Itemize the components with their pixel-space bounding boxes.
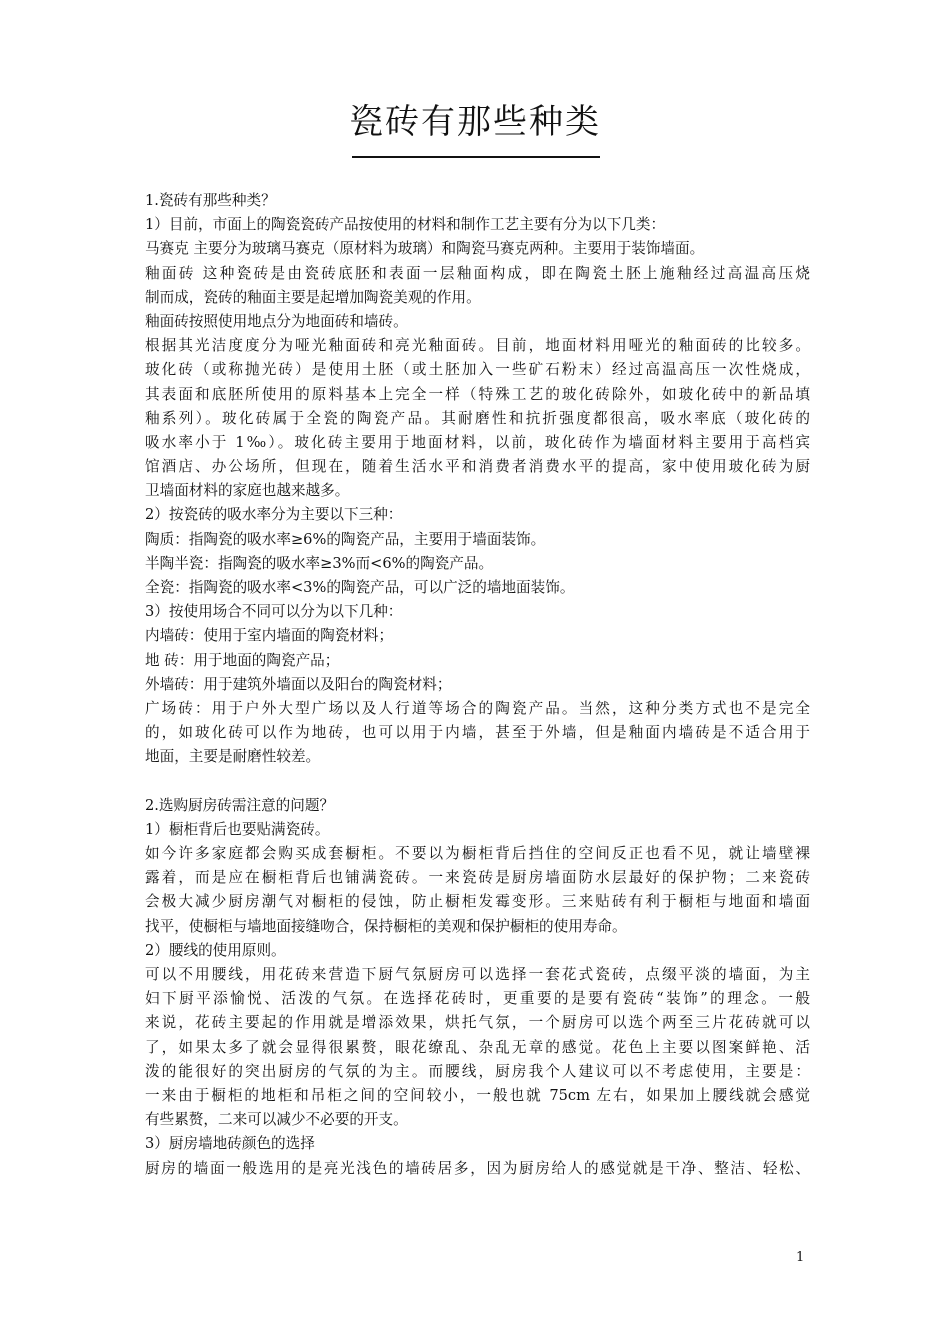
text-line: 可以不用腰线，用花砖来营造下厨气氛厨房可以选择一套花式瓷砖，点缀平淡的墙面，为主 <box>145 966 810 983</box>
text-line: 的，如玻化砖可以作为地砖，也可以用于内墙，甚至于外墙，但是釉面内墙砖是不适合用于 <box>145 724 810 742</box>
text-line: 厨房的墙面一般选用的是亮光浅色的墙砖居多，因为厨房给人的感觉就是干净、整洁、轻松、 <box>145 1159 810 1177</box>
text-line: 如今许多家庭都会购买成套橱柜。不要以为橱柜背后挡住的空间反正也看不见，就让墙壁裸 <box>145 845 810 863</box>
text-line: 2.选购厨房砖需注意的问题？ <box>145 796 335 814</box>
title-underline <box>352 156 600 158</box>
text-line: 根据其光洁度度分为哑光釉面砖和亮光釉面砖。目前，地面材料用哑光的釉面砖的比较多。 <box>145 337 810 355</box>
document-title: 瓷砖有那些种类 <box>349 102 601 142</box>
text-line: 地 砖：用于地面的陶瓷产品； <box>145 651 340 669</box>
text-line: 馆酒店、办公场所，但现在，随着生活水平和消费者消费水平的提高，家中使用玻化砖为厨 <box>145 458 810 476</box>
text-line: 吸水率小于 1‰）。玻化砖主要用于地面材料，以前，玻化砖作为墙面材料主要用于高档宾 <box>145 433 810 451</box>
text-line: 釉面砖 这种瓷砖是由瓷砖底胚和表面一层釉面构成，即在陶瓷土胚上施釉经过高温高压烧 <box>145 264 810 282</box>
text-line: 外墙砖：用于建筑外墙面以及阳台的陶瓷材料； <box>145 675 452 693</box>
text-line: 3）按使用场合不同可以分为以下几种： <box>145 603 403 621</box>
text-line: 陶质：指陶瓷的吸水率≥6%的陶瓷产品，主要用于墙面装饰。 <box>145 530 546 548</box>
text-line: 釉系列）。玻化砖属于全瓷的陶瓷产品。其耐磨性和抗折强度都很高，吸水率底（玻化砖的 <box>145 409 810 427</box>
text-line: 内墙砖：使用于室内墙面的陶瓷材料； <box>145 627 394 645</box>
text-line: 马赛克 主要分为玻璃马赛克（原材料为玻璃）和陶瓷马赛克两种。主要用于装饰墙面。 <box>145 240 705 258</box>
text-line: 了，如果太多了就会显得很累赘，眼花缭乱、杂乱无章的感觉。花色上主要以图案鲜艳、活 <box>145 1038 810 1056</box>
text-line: 其表面和底胚所使用的原料基本上完全一样（特殊工艺的玻化砖除外，如玻化砖中的新品填 <box>145 385 810 403</box>
text-line: 来说，花砖主要起的作用就是增添效果，烘托气氛，一个厨房可以选个两至三片花砖就可以 <box>145 1014 810 1032</box>
text-line: 2）按瓷砖的吸水率分为主要以下三种： <box>145 506 403 524</box>
text-line: 1）橱柜背后也要贴满瓷砖。 <box>145 820 330 838</box>
text-line: 玻化砖（或称抛光砖）是使用土胚（或土胚加入一些矿石粉末）经过高温高压一次性烧成， <box>145 361 810 379</box>
document-body <box>145 189 810 1181</box>
text-line: 卫墙面材料的家庭也越来越多。 <box>145 482 350 500</box>
blank-line <box>145 770 810 794</box>
text-line: 全瓷：指陶瓷的吸水率<3%的陶瓷产品，可以广泛的墙地面装饰。 <box>145 579 575 596</box>
text-line: 釉面砖按照使用地点分为地面砖和墙砖。 <box>145 312 408 330</box>
text-line: 制而成，瓷砖的釉面主要是起增加陶瓷美观的作用。 <box>145 288 481 306</box>
page-number: 1 <box>796 1250 805 1265</box>
text-line: 1）目前，市面上的陶瓷瓷砖产品按使用的材料和制作工艺主要有分为以下几类： <box>145 216 666 234</box>
text-line: 妇下厨平添愉悦、活泼的气氛。在选择花砖时，更重要的是要有瓷砖“装饰”的理念。一般 <box>145 990 810 1008</box>
text-line: 地面，主要是耐磨性较差。 <box>145 748 321 766</box>
text-line: 2）腰线的使用原则。 <box>145 941 286 959</box>
text-line: 会极大减少厨房潮气对橱柜的侵蚀，防止橱柜发霉变形。三来贴砖有利于橱柜与地面和墙面 <box>145 893 810 911</box>
text-line: 3）厨房墙地砖颜色的选择 <box>145 1135 315 1153</box>
text-line: 一来由于橱柜的地柜和吊柜之间的空间较小，一般也就 75cm 左右，如果加上腰线就会感觉 <box>145 1086 810 1104</box>
text-line: 广场砖：用于户外大型广场以及人行道等场合的陶瓷产品。当然，这种分类方式也不是完全 <box>145 699 810 717</box>
text-line: 找平，使橱柜与墙地面接缝吻合，保持橱柜的美观和保护橱柜的使用寿命。 <box>145 917 627 935</box>
text-line: 露着，而是应在橱柜背后也铺满瓷砖。一来瓷砖是厨房墙面防水层最好的保护物；二来瓷砖 <box>145 869 810 887</box>
text-line: 1.瓷砖有那些种类？ <box>145 192 276 209</box>
text-line: 有些累赘，二来可以减少不必要的开支。 <box>145 1111 408 1129</box>
text-line: 半陶半瓷：指陶瓷的吸水率≥3%而<6%的陶瓷产品。 <box>145 554 494 572</box>
text-line: 泼的能很好的突出厨房的气氛的为主。而腰线，厨房我个人建议可以不考虑使用，主要是： <box>145 1062 810 1080</box>
